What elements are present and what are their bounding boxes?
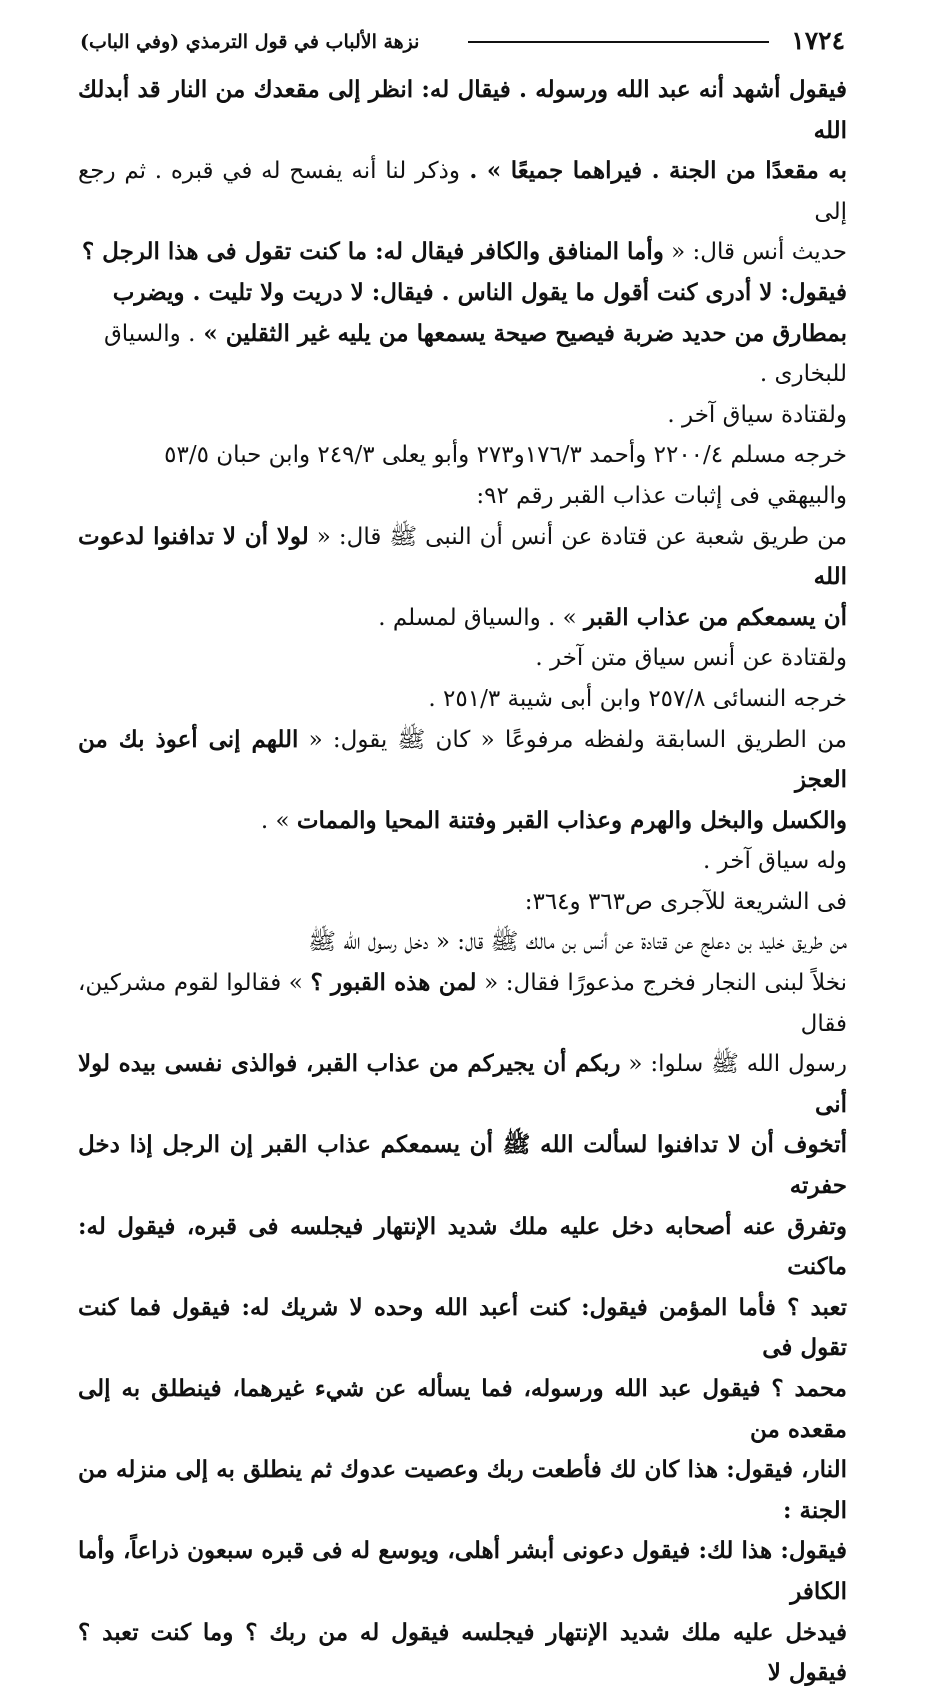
hadith-quote: وأما المنافق والكافر فيقال له: ما كنت تقول فى هذا الرجل ؟ فيقول: لا أدرى كنت أقول ما يقول الناس . فيقال: لا دريت ولا تليت . ويضرب بمطارق من حديد ضربة فيصيح صيحة يسمعها من يليه غير الثقلين » xyxy=(81,238,847,347)
text-run: وله سياق آخر . xyxy=(702,848,847,875)
paragraph xyxy=(78,720,847,842)
citation-paragraph xyxy=(78,435,847,516)
text-run: ولقتادة عن أنس سياق متن آخر . xyxy=(535,645,847,672)
paragraph xyxy=(78,70,847,395)
text-run: خرجه النسائى ٢٥٧/٨ وابن أبى شيبة ٢٥١/٣ . xyxy=(428,685,847,712)
paragraph xyxy=(78,922,847,1693)
hadith-quote: فيقول أشهد أنه عبد الله ورسوله . فيقال له: انظر إلى مقعدك من النار قد أبدلك الله به مقعدًا من الجنة . فيراهما جميعًا » . xyxy=(78,76,847,185)
citation-paragraph xyxy=(78,882,847,923)
running-header xyxy=(80,26,845,60)
running-title: نزهة الألباب في قول الترمذي (وفي الباب) xyxy=(80,31,420,53)
paragraph xyxy=(78,517,847,639)
text-run: خرجه مسلم ٢٢٠٠/٤ وأحمد ١٧٦/٣و٢٧٣ وأبو يعلى ٢٤٩/٣ وابن حبان ٥٣/٥ والبيهقي فى إثبات عذاب القبر رقم ٩٢: xyxy=(164,442,847,509)
body-text xyxy=(78,70,847,1694)
paragraph xyxy=(78,841,847,882)
header-rule xyxy=(468,41,769,43)
hadith-quote: لمن هذه القبور ؟ xyxy=(310,969,477,997)
hadith-quote: ربكم أن يجيركم من عذاب القبر، فوالذى نفسى بيده لولا أنى أتخوف أن لا تدافنوا لسألت الله ﷺ أن يسمعكم عذاب القبر إن الرجل إذا دخل حفرته وتفرق عنه أصحابه دخل عليه ملك شديد الإنتهار فيجلسه فى قبره، فيقول له: ماكنت تعبد ؟ فأما المؤمن فيقول: كنت أعبد الله وحده لا شريك له: فيقول فما كنت تقول فى محمد ؟ فيقول عبد الله ورسوله، فما يسأله عن شيء غيرهما، فينطلق به إلى مقعده من النار، فيقول: هذا كان لك فأطعت ربك وعصيت عدوك ثم ينطلق به إلى منزله من الجنة : فيقول: هذا لك: فيقول دعونى أبشر أهلى، ويوسع له فى قبره سبعون ذراعاً، وأما الكافر فيدخل عليه ملك شديد الإنتهار فيجلسه فيقول له من ربك ؟ وما كنت تعبد ؟ فيقول لا xyxy=(78,1050,847,1687)
hadith-quote: لولا أن لا تدافنوا لدعوت الله أن يسمعكم من عذاب القبر xyxy=(78,522,847,631)
text-run: من الطريق السابقة ولفظه مرفوعًا « كان ﷺ يقول: « xyxy=(298,726,847,753)
page-number: ١٧٢٤ xyxy=(791,26,845,55)
text-run: ولقتادة سياق آخر . xyxy=(667,401,847,428)
text-run: من طريق خليد بن دعلج عن قتادة عن أنس بن مالك ﷺ قال: « دخل رسول الله ﷺ نخلاً لبنى النجار فخرج مذعورًا فقال: « xyxy=(308,929,847,997)
text-run: من طريق شعبة عن قتادة عن أنس أن النبى ﷺ قال: « xyxy=(308,523,848,550)
hadith-quote: اللهم إنى أعوذ بك من العجز والكسل والبخل والهرم وعذاب القبر وفتنة المحيا والممات xyxy=(78,725,847,834)
text-run: » . والسياق لمسلم . xyxy=(378,604,585,631)
text-run: فى الشريعة للآجرى ص٣٦٣ و٣٦٤: xyxy=(524,888,847,915)
paragraph xyxy=(78,395,847,436)
citation-paragraph xyxy=(78,679,847,720)
paragraph xyxy=(78,638,847,679)
text-run: وذكر لنا أنه يفسح له في قبره . ثم رجع إلى حديث أنس قال: « xyxy=(78,158,847,266)
text-run: » فقالوا لقوم مشركين، فقال رسول الله ﷺ سلوا: « xyxy=(78,970,847,1078)
text-run: » . xyxy=(260,807,297,834)
text-run: . والسياق للبخارى . xyxy=(103,320,847,388)
